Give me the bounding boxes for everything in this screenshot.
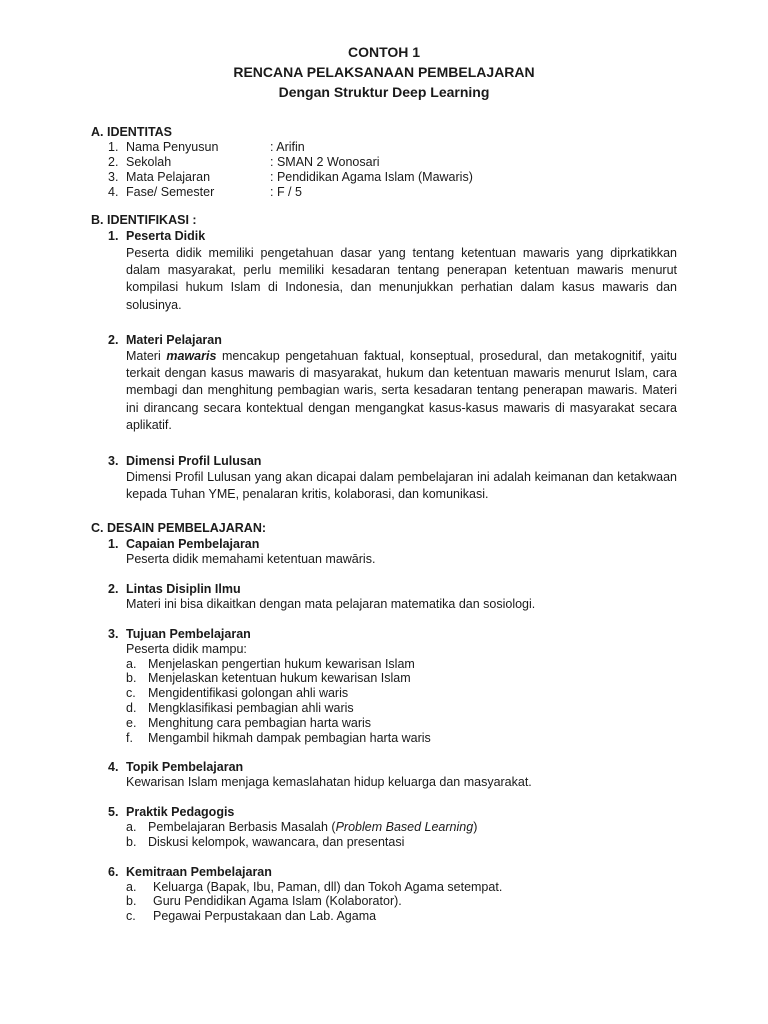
identity-row: 4. Fase/ Semester : F / 5 (108, 185, 302, 199)
topik-text: Kewarisan Islam menjaga kemaslahatan hidup keluarga dan masyarakat. (126, 775, 532, 789)
tujuan-intro: Peserta didik mampu: (126, 642, 247, 656)
list-item: a. Keluarga (Bapak, Ibu, Paman, dll) dan Tokoh Agama setempat. (126, 880, 503, 894)
item-number: 4. (108, 760, 119, 774)
dimensi-profil-heading: Dimensi Profil Lulusan (126, 454, 262, 468)
peserta-didik-text: Peserta didik memiliki pengetahuan dasar yang tentang ketentuan mawaris yang diprkatikkan dalam masyarakat, perlu memiliki kesadaran tentang penerapan ketentuan mawaris menurut kompilasi hukum Islam di Indonesia, dan menunjukkan perhatian dalam kasus mawaris dan solusinya. (126, 246, 677, 312)
capaian-heading: Capaian Pembelajaran (126, 537, 260, 551)
kemitraan-heading: Kemitraan Pembelajaran (126, 865, 272, 879)
materi-pelajaran-heading: Materi Pelajaran (126, 333, 222, 347)
item-number: 3. (108, 627, 119, 641)
item-number: 1. (108, 229, 119, 243)
header-line-1: CONTOH 1 (347, 44, 421, 60)
lintas-disiplin-text: Materi ini bisa dikaitkan dengan mata pelajaran matematika dan sosiologi. (126, 597, 536, 611)
dimensi-profil-text: Dimensi Profil Lulusan yang akan dicapai dalam pembelajaran ini adalah keimanan dan ketakwaan kepada Tuhan YME, penalaran kritis, kolaborasi, dan komunikasi. (126, 470, 677, 502)
list-item: b. Diskusi kelompok, wawancara, dan presentasi (126, 835, 405, 849)
section-a-title: A. IDENTITAS (91, 125, 173, 139)
emphasis-pbl: Problem Based Learning (335, 820, 474, 834)
document-header (0, 42, 768, 102)
tujuan-heading: Tujuan Pembelajaran (126, 627, 251, 641)
capaian-text: Peserta didik memahami ketentuan mawāris. (126, 552, 376, 566)
emphasis-mawaris: mawaris (166, 349, 217, 363)
identity-row: 3. Mata Pelajaran : Pendidikan Agama Islam (Mawaris) (108, 170, 473, 184)
item-number: 6. (108, 865, 119, 879)
section-b-title: B. IDENTIFIKASI : (91, 213, 197, 227)
peserta-didik-heading: Peserta Didik (126, 229, 206, 243)
list-item: a. Menjelaskan pengertian hukum kewarisan Islam (126, 657, 415, 671)
list-item: b. Guru Pendidikan Agama Islam (Kolaborator). (126, 894, 402, 908)
header-line-2: RENCANA PELAKSANAAN PEMBELAJARAN (233, 64, 535, 80)
list-item: a. Pembelajaran Berbasis Masalah (Problem Based Learning) (126, 820, 478, 834)
list-item: c. Pegawai Perpustakaan dan Lab. Agama (126, 909, 377, 923)
identity-row: 1. Nama Penyusun : Arifin (108, 140, 305, 154)
lintas-disiplin-heading: Lintas Disiplin Ilmu (126, 582, 241, 596)
materi-pelajaran-text: Materi mawaris mencakup pengetahuan faktual, konseptual, prosedural, dan metakognitif, yaitu terkait dengan kasus mawaris di masyarakat, hukum dan ketentuan mawaris menurut Islam, cara membagi dan menghitung pembagian waris, serta kesadaran tentang penerapan mawaris. Materi ini dirancang secara kontektual dengan mengangkat kasus-kasus mawaris di masyarakat secara aplikatif. (126, 349, 677, 432)
list-item: d. Mengklasifikasi pembagian ahli waris (126, 701, 354, 715)
item-number: 2. (108, 582, 119, 596)
item-number: 2. (108, 333, 119, 347)
list-item: b. Menjelaskan ketentuan hukum kewarisan Islam (126, 671, 411, 685)
list-item: e. Menghitung cara pembagian harta waris (126, 716, 372, 730)
topik-heading: Topik Pembelajaran (126, 760, 244, 774)
list-item: f. Mengambil hikmah dampak pembagian harta waris (126, 731, 431, 745)
identity-row: 2. Sekolah : SMAN 2 Wonosari (108, 155, 380, 169)
praktik-heading: Praktik Pedagogis (126, 805, 235, 819)
section-c-title: C. DESAIN PEMBELAJARAN: (91, 521, 267, 535)
item-number: 5. (108, 805, 119, 819)
item-number: 3. (108, 454, 119, 468)
item-number: 1. (108, 537, 119, 551)
list-item: c. Mengidentifikasi golongan ahli waris (126, 686, 349, 700)
header-line-3: Dengan Struktur Deep Learning (278, 84, 490, 100)
